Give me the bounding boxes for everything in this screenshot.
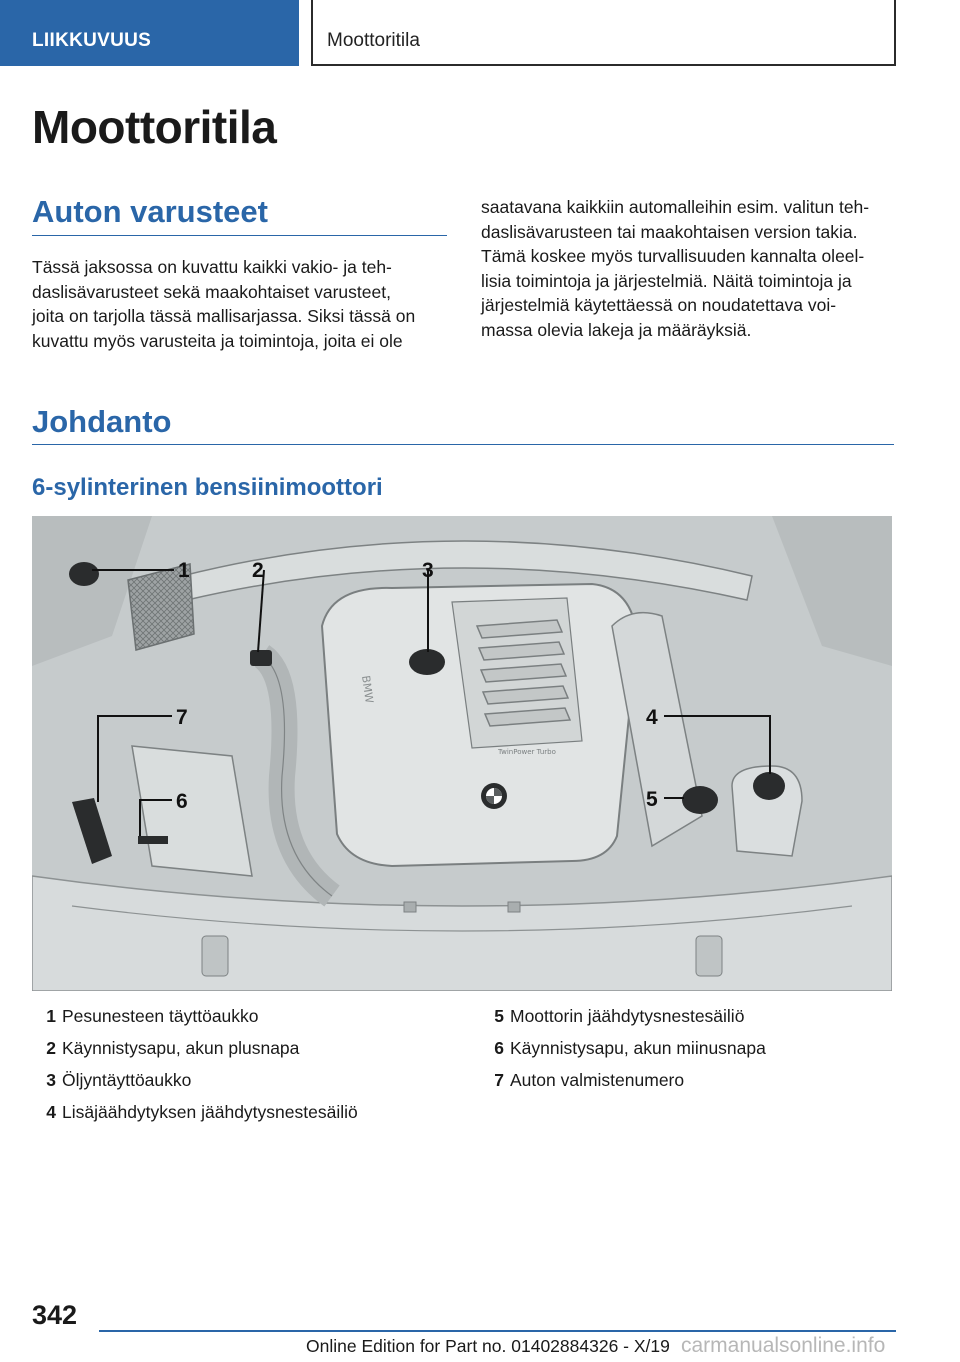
engine-cover-label: TwinPower Turbo bbox=[498, 748, 556, 756]
legend-number: 3 bbox=[46, 1070, 56, 1090]
vehicle-equipment-heading: Auton varusteet bbox=[32, 194, 268, 229]
text-line: kuvattu myös varusteita ja toimintoja, joita ei ole bbox=[32, 330, 403, 351]
legend-text: Lisäjäähdytyksen jäähdytysnestesäiliö bbox=[62, 1102, 358, 1122]
watermark: carmanualsonline.info bbox=[681, 1334, 886, 1357]
engine-bay-illustration bbox=[32, 516, 892, 991]
text-line: Tämä koskee myös turvallisuuden kannalta oleel‐ bbox=[481, 246, 865, 267]
legend-number: 7 bbox=[494, 1070, 504, 1090]
section-tab[interactable]: LIIKKUVUUS bbox=[0, 0, 299, 66]
callout-1: 1 bbox=[178, 559, 190, 582]
bmw-logo-icon bbox=[481, 783, 507, 809]
text-line: joita on tarjolla tässä mallisarjassa. Siksi tässä on bbox=[32, 306, 416, 327]
vehicle-equipment-right-column bbox=[481, 195, 869, 343]
text-line: massa olevia lakeja ja määräyksiä. bbox=[481, 319, 752, 340]
text-line: daslisävarusteen tai maakohtaisen version takia. bbox=[481, 221, 858, 242]
footer-edition: Online Edition for Part no. 01402884326 - X/19 bbox=[306, 1336, 670, 1356]
legend-text: Auton valmistenumero bbox=[510, 1070, 685, 1090]
footer-rule bbox=[99, 1330, 896, 1332]
legend-number: 1 bbox=[46, 1006, 56, 1026]
page-number: 342 bbox=[32, 1300, 78, 1330]
header-tab-bar bbox=[0, 0, 960, 66]
callout-7: 7 bbox=[176, 706, 188, 729]
legend-number: 4 bbox=[46, 1102, 56, 1122]
intro-heading: Johdanto bbox=[32, 404, 172, 439]
vehicle-equipment-rule bbox=[32, 235, 447, 236]
text-line: Tässä jaksossa on kuvattu kaikki vakio- ja teh‐ bbox=[32, 257, 392, 277]
legend-text: Öljyntäyttöaukko bbox=[62, 1070, 192, 1090]
callout-4: 4 bbox=[646, 706, 658, 729]
legend-text: Pesunesteen täyttöaukko bbox=[62, 1006, 259, 1026]
chapter-tab[interactable]: Moottoritila bbox=[311, 0, 896, 66]
engine-cover-brand: BMW bbox=[359, 674, 376, 705]
legend-text: Käynnistysapu, akun miinusnapa bbox=[510, 1038, 766, 1058]
legend-number: 6 bbox=[494, 1038, 504, 1058]
legend-text: Moottorin jäähdytysnestesäiliö bbox=[510, 1006, 745, 1026]
callout-3: 3 bbox=[422, 559, 434, 582]
intro-rule bbox=[32, 444, 894, 445]
callout-6: 6 bbox=[176, 790, 188, 813]
engine-subheading: 6-sylinterinen bensiinimoottori bbox=[32, 474, 383, 501]
text-line: lisia toimintoja ja järjestelmiä. Näitä toimintoja ja bbox=[481, 270, 852, 291]
callout-5: 5 bbox=[646, 788, 658, 811]
legend-number: 2 bbox=[46, 1038, 56, 1058]
legend-number: 5 bbox=[494, 1006, 504, 1026]
engine-bay-figure bbox=[32, 516, 892, 991]
text-line: järjestelmiä käytettäessä on noudatettava voi‐ bbox=[481, 295, 837, 316]
text-line: daslisävarusteet sekä maakohtaiset varusteet, bbox=[32, 281, 391, 302]
text-line: saatavana kaikkiin automalleihin esim. valitun teh‐ bbox=[481, 197, 870, 217]
page-title: Moottoritila bbox=[32, 101, 277, 153]
vehicle-equipment-left-column bbox=[32, 255, 415, 353]
legend-text: Käynnistysapu, akun plusnapa bbox=[62, 1038, 300, 1058]
callout-2: 2 bbox=[252, 559, 264, 582]
